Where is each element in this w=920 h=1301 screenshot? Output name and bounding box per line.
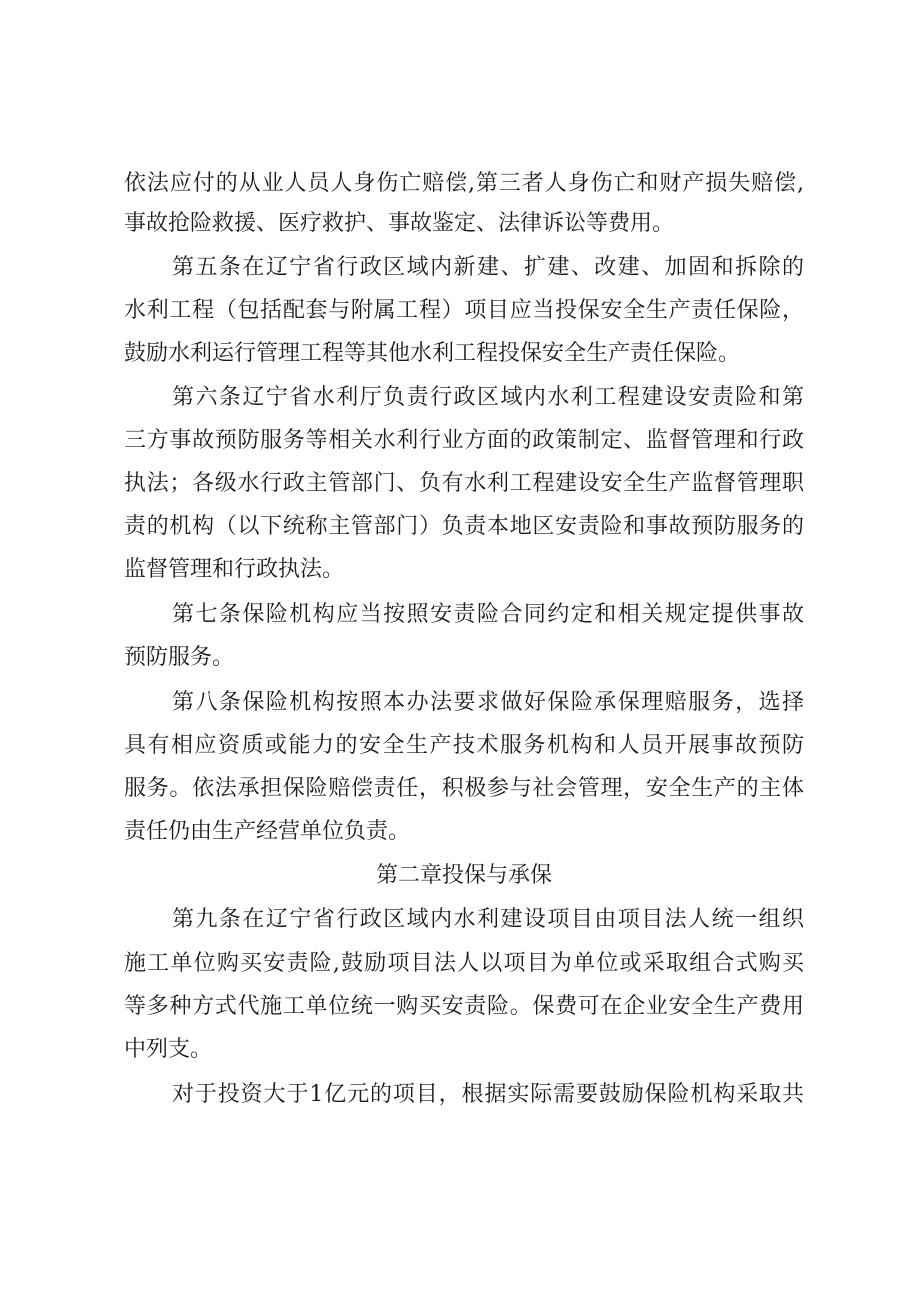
text-line: 依法应付的从业人员人身伤亡赔偿,第三者人身伤亡和财产损失赔偿, xyxy=(124,171,804,196)
text-line: 责任仍由生产经营单位负责。 xyxy=(124,819,411,844)
text-line: 水利工程（包括配套与附属工程）项目应当投保安全生产责任保险， xyxy=(124,298,804,323)
article-7-first-line: 第七条保险机构应当按照安责险合同约定和相关规定提供事故 xyxy=(172,602,804,627)
text-line: 等多种方式代施工单位统一购买安责险。保费可在企业安全生产费用 xyxy=(124,994,804,1019)
text-line: 监督管理和行政执法。 xyxy=(124,557,345,582)
text-line: 责的机构（以下统称主管部门）负责本地区安责险和事故预防服务的 xyxy=(124,514,804,539)
paragraph-first-line: 对于投资大于1亿元的项目，根据实际需要鼓励保险机构采取共 xyxy=(172,1082,804,1107)
chapter-heading: 第二章投保与承保 xyxy=(375,863,552,888)
text-line: 事故抢险救援、医疗救护、事故鉴定、法律诉讼等费用。 xyxy=(124,211,675,236)
text-line: 鼓励水利运行管理工程等其他水利工程投保安全生产责任保险。 xyxy=(124,341,741,366)
text-line: 中列支。 xyxy=(124,1037,213,1062)
text-line: 预防服务。 xyxy=(124,645,235,670)
article-9-first-line: 第九条在辽宁省行政区域内水利建设项目由项目法人统一组织 xyxy=(172,907,804,932)
text-line: 服务。依法承担保险赔偿责任，积极参与社会管理，安全生产的主体 xyxy=(124,776,804,801)
text-line: 执法；各级水行政主管部门、负有水利工程建设安全生产监督管理职 xyxy=(124,471,804,496)
article-6-first-line: 第六条辽宁省水利厅负责行政区域内水利工程建设安责险和第 xyxy=(172,385,804,410)
text-line: 施工单位购买安责险,鼓励项目法人以项目为单位或采取组合式购买 xyxy=(124,951,804,976)
article-8-first-line: 第八条保险机构按照本办法要求做好保险承保理赔服务，选择 xyxy=(172,690,804,715)
article-5-first-line: 第五条在辽宁省行政区域内新建、扩建、改建、加固和拆除的 xyxy=(172,255,804,280)
text-line: 具有相应资质或能力的安全生产技术服务机构和人员开展事故预防 xyxy=(124,733,804,758)
text-line: 三方事故预防服务等相关水利行业方面的政策制定、监督管理和行政 xyxy=(124,428,804,453)
